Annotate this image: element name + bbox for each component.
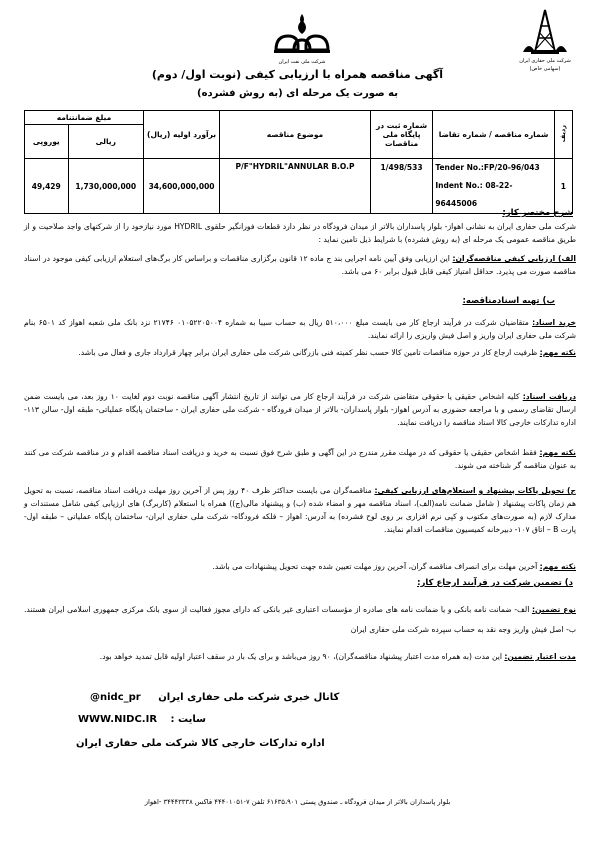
section-jim-text: مناقصه‌گران می بایست حداکثر ظرف ۴۰ روز پس از آخرین روز مهلت دریافت اسناد مناقصه، نسبت به تحویل هم زمان پاکات پیشنهاد ( شامل ضمانت نامه(الف)، اسناد مناقصه مهر و امضاء شده (ب) و پیشنهاد مالی(ج)) همراه با استعلام (کاربرگ) های ارزیابی کیفی شامل مستندات و مدارک لازم (به صورت‌های مکتوب و کپی نرم افزاری بر روی لوح فشرده) به آدرس: اهواز – فلکه فرودگاه- شرکت ملی حفاری ایران- ساختمان پایگاه عملیاتی – طبقه اول- پارت B – اتاق ۱۰۷- دبیرخانه کمیسیون مناقصات اقدام نمایند. bbox=[24, 486, 576, 534]
cell-tender-no bbox=[433, 159, 555, 214]
indent-number: Indent No.: 08-22-96445006 bbox=[435, 181, 513, 208]
col-guarantee-euro: یوروپی bbox=[25, 125, 69, 159]
channel-label: کانال خبری شرکت ملی حفاری ایران bbox=[158, 692, 340, 703]
type-text: الف- ضمانت نامه بانکی و یا ضمانت نامه های صادره از مؤسسات اعتباری غیر بانکی که دارای مجوز فعالیت از سوی بانک مرکزی جمهوری اسلامی ایران هستند. ب- اصل فیش واریز وجه نقد به حساب سپرده شرکت ملی حفاری ایران bbox=[24, 605, 576, 634]
col-reg-no: شماره ثبت در پایگاه ملی مناقصات bbox=[370, 111, 433, 159]
cell-row-no: 1 bbox=[554, 159, 572, 214]
section-alef bbox=[24, 252, 576, 278]
tender-table bbox=[24, 110, 573, 214]
purchase-label: خرید اسناد: bbox=[532, 318, 576, 327]
site-label: سایت : bbox=[170, 714, 206, 725]
col-guarantee: مبلغ ضمانتنامه bbox=[25, 111, 144, 125]
dept-line: اداره تدارکات خارجی کالا شرکت ملی حفاری ایران bbox=[76, 738, 325, 749]
channel-line bbox=[90, 692, 339, 703]
nioc-logo-icon bbox=[268, 10, 336, 58]
col-subject: موضوع مناقصه bbox=[220, 111, 371, 159]
summary-text: شرکت ملی حفاری ایران به نشانی اهواز- بلوار پاسداران بالاتر از میدان فرودگاه در نظر دارد قطعات فورانگیر حلقوی HYDRIL مورد نیازخود را از شرکتهای واجد صلاحیت و از طریق مناقصه عمومی یک مرحله ای (به روش فشرده) با شرایط ذیل تامین نماید : bbox=[24, 222, 576, 244]
site-link[interactable]: WWW.NIDC.IR bbox=[78, 714, 158, 725]
table-row bbox=[25, 159, 573, 214]
type-block bbox=[24, 600, 576, 640]
note1-block bbox=[24, 346, 576, 359]
cell-guarantee-rial: 1,730,000,000 bbox=[68, 159, 143, 214]
cell-estimate: 34,600,000,000 bbox=[143, 159, 219, 214]
purchase-text: متقاضیان شرکت در فرآیند ارجاع کار می بایست مبلغ ۵۱۰،۰۰۰ ریال به حساب سیبا به شماره ۰۱۰۵۲۲۰۵۰۰۴ ۲۱۷۴۶ نزد بانک ملی شعبه اهواز کد ۶۵۰۱ بنام شرکت ملی حفاری ایران واریز و اصل فیش واریزی را ارائه نمایند. bbox=[24, 318, 576, 340]
site-line bbox=[78, 714, 206, 725]
section-jim bbox=[24, 484, 576, 536]
page-title: آگهی مناقصه همراه با ارزیابی کیفی (نوبت اول/ دوم) bbox=[151, 68, 444, 81]
note1-label: نکته مهم: bbox=[539, 348, 576, 357]
company-right-name: شرکت ملی حفاری ایران bbox=[519, 58, 571, 64]
note2-label: نکته مهم: bbox=[539, 448, 577, 457]
receive-text: کلیه اشخاص حقیقی یا حقوقی متقاضی شرکت در فرآیند ارجاع کار می توانند از تاریخ انتشار آگهی مناقصه نوبت دوم لغایت ۱۰ روز بعد، می بایست ضمن ارسال تقاضای رسمی و با مراجعه حضوری به آدرس اهواز- بلوار پاسداران- بالاتر از میدان فرودگاه - شرکت ملی حفاری ایران - ساختمان پایگاه عملیاتی- طبقه اول- سالن ۱۱۳- اداره تدارکات خارجی کالا اسناد مناقصه را دریافت نمایند. bbox=[24, 392, 576, 427]
company-center-name: شرکت ملی نفت ایران bbox=[278, 59, 326, 65]
section-dal-heading: د) تضمین شرکت در فرآیند ارجاع کار: bbox=[417, 578, 573, 588]
note1-text: ظرفیت ارجاع کار در حوزه مناقصات تامین کالا حسب نظر کمیته فنی بازرگانی شرکت ملی حفاری ایران برابر چهار قرارداد جاری و فعال می باشد. bbox=[78, 348, 538, 357]
receive-label: دریافت اسناد: bbox=[522, 392, 576, 401]
validity-block bbox=[24, 648, 576, 666]
cell-guarantee-euro: 49,429 bbox=[25, 159, 69, 214]
company-right-sub: (سهامی خاص) bbox=[529, 66, 561, 72]
section-alef-label: الف) ارزیابی کیفی مناقصه‌گران: bbox=[452, 254, 576, 263]
cell-subject: P/F"HYDRIL"ANNULAR B.O.P bbox=[220, 159, 371, 214]
channel-id[interactable]: @nidc_pr bbox=[90, 692, 141, 703]
section-be-heading: ب) تهیه اسنادمناقصه: bbox=[462, 296, 555, 306]
validity-text: این مدت (به همراه مدت اعتبار پیشنهاد مناقصه‌گران)، ۹۰ روز می‌باشد و برای یک بار در سقف اعتبار اولیه قابل تمدید خواهد بود. bbox=[99, 652, 502, 661]
note2-text: فقط اشخاص حقیقی یا حقوقی که در مهلت مقرر مندرج در این آگهی و طبق شرح فوق نسبت به خرید و دریافت اسناد مناقصه اقدام و در مناقصه شرکت می کنند به عنوان مناقصه گر شناخته می شوند. bbox=[24, 448, 576, 470]
type-label: نوع تضمین: bbox=[531, 605, 576, 614]
section-alef-text: این ارزیابی وفق آیین نامه اجرایی بند ج ماده ۱۲ قانون برگزاری مناقصات و براساس کار برگ‌های استعلام ارزیابی کیفی موجود در اسناد مناقصه صورت می پذیرد. حداقل امتیاز کیفی قابل قبول برابر ۶۰ می باشد. bbox=[24, 254, 576, 276]
page-subtitle: به صورت یک مرحله ای (به روش فشرده) bbox=[197, 88, 398, 99]
validity-label: مدت اعتبار تضمین: bbox=[504, 652, 576, 661]
section-jim-label: ج) تحویل پاکات پیشنهاد و استعلام‌های ارزیابی کیفی: bbox=[374, 486, 576, 495]
derrick-logo-icon bbox=[517, 8, 573, 58]
col-guarantee-rial: ریالی bbox=[68, 125, 143, 159]
note3-block bbox=[24, 560, 576, 573]
note3-label: نکته مهم: bbox=[539, 562, 576, 571]
note3-text: آخرین مهلت برای انصراف مناقصه گران، آخرین روز مهلت تعیین شده جهت تحویل پیشنهادات می باشد. bbox=[212, 562, 538, 571]
summary-heading: شرح مختصر کار: bbox=[502, 208, 573, 218]
footer-address: بلوار پاسداران بالاتر از میدان فرودگاه ـ صندوق پستی ۶۱۶۳۵،۹۰۱ تلفن ۷-۴۴۴۰۱۰۵۱ فاکس ۳۴۴۴۳۳۳۸ -اهواز bbox=[144, 798, 451, 806]
purchase-block bbox=[24, 316, 576, 342]
tender-number: Tender No.:FP/20-96/043 bbox=[435, 163, 540, 172]
receive-block bbox=[24, 390, 576, 429]
cell-reg-no: 1/498/533 bbox=[370, 159, 433, 214]
col-row-no: ردیف bbox=[554, 111, 572, 159]
col-tender-no: شماره مناقصه / شماره تقاضا bbox=[433, 111, 555, 159]
note2-block bbox=[24, 446, 576, 472]
col-estimate: برآورد اولیه (ریال) bbox=[143, 111, 219, 159]
